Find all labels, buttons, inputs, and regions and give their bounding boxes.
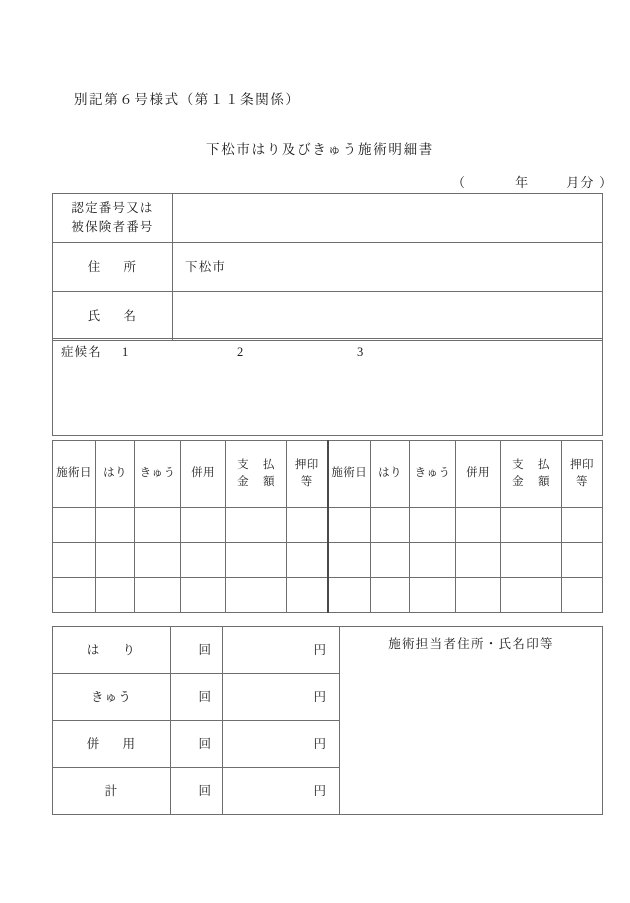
symptom-label: 症候名 (61, 345, 102, 359)
cell-seal-left[interactable] (287, 543, 328, 578)
summary-count-total[interactable]: 回 (171, 768, 223, 815)
col-header-date-left: 施術日 (53, 441, 96, 508)
period-close-paren: ） (599, 175, 614, 190)
symptom-item-3: 3 (357, 345, 364, 359)
cell-payment-left[interactable] (226, 508, 287, 543)
cell-payment-left[interactable] (226, 578, 287, 613)
table-row (53, 292, 603, 341)
cell-payment-left[interactable] (226, 543, 287, 578)
summary-count-combined[interactable]: 回 (171, 721, 223, 768)
summary-count-hari[interactable]: 回 (171, 627, 223, 674)
cell-combined-right[interactable] (456, 508, 501, 543)
cell-seal-right[interactable] (562, 578, 603, 613)
form-number: 別記第６号様式（第１１条関係） (74, 92, 301, 107)
summary-label-kyu: きゅう (53, 674, 171, 721)
cell-kyu-left[interactable] (135, 543, 181, 578)
cell-date-left[interactable] (53, 543, 96, 578)
practitioner-block[interactable] (340, 627, 603, 815)
field-address[interactable]: 下松市 (173, 243, 603, 292)
cell-kyu-right[interactable] (410, 508, 456, 543)
symptom-cell[interactable] (53, 339, 603, 436)
cell-kyu-right[interactable] (410, 578, 456, 613)
field-name[interactable] (173, 292, 603, 341)
practitioner-label: 施術担当者住所・氏名印等 (388, 637, 554, 651)
summary-label-hari: は り (53, 627, 171, 674)
cell-hari-right[interactable] (371, 508, 410, 543)
col-header-combined-right: 併用 (456, 441, 501, 508)
col-header-payment-right: 支 払 金 額 (501, 441, 562, 508)
identification-table (52, 193, 603, 341)
cell-kyu-left[interactable] (135, 508, 181, 543)
cell-seal-left[interactable] (287, 508, 328, 543)
summary-label-combined: 併 用 (53, 721, 171, 768)
cell-date-right[interactable] (328, 508, 371, 543)
col-header-hari-left: はり (96, 441, 135, 508)
cell-payment-right[interactable] (501, 543, 562, 578)
symptom-item-1: 1 (122, 345, 129, 359)
cell-kyu-right[interactable] (410, 543, 456, 578)
page-title: 下松市はり及びきゅう施術明細書 (206, 142, 434, 157)
period-month-unit: 月分 (566, 175, 595, 190)
col-header-seal-left: 押印 等 (287, 441, 328, 508)
summary-table (52, 626, 603, 815)
cell-date-right[interactable] (328, 578, 371, 613)
table-row (53, 627, 603, 674)
cell-combined-left[interactable] (181, 543, 226, 578)
cell-seal-right[interactable] (562, 508, 603, 543)
col-header-kyu-left: きゅう (135, 441, 181, 508)
cell-payment-right[interactable] (501, 508, 562, 543)
row-label-certificate-number: 認定番号又は 被保険者番号 (53, 194, 173, 243)
cell-combined-left[interactable] (181, 578, 226, 613)
summary-amount-hari[interactable]: 円 (223, 627, 340, 674)
summary-amount-combined[interactable]: 円 (223, 721, 340, 768)
table-row (53, 508, 603, 543)
cell-combined-left[interactable] (181, 508, 226, 543)
cell-seal-right[interactable] (562, 543, 603, 578)
cell-date-right[interactable] (328, 543, 371, 578)
table-row (53, 339, 603, 436)
cell-date-left[interactable] (53, 578, 96, 613)
period-line (452, 172, 613, 191)
col-header-kyu-right: きゅう (410, 441, 456, 508)
col-header-combined-left: 併用 (181, 441, 226, 508)
cell-hari-left[interactable] (96, 543, 135, 578)
col-header-date-right: 施術日 (328, 441, 371, 508)
summary-count-kyu[interactable]: 回 (171, 674, 223, 721)
period-year-unit: 年 (515, 175, 530, 190)
cell-seal-left[interactable] (287, 578, 328, 613)
cell-hari-right[interactable] (371, 543, 410, 578)
table-row (53, 578, 603, 613)
col-header-hari-right: はり (371, 441, 410, 508)
row-label-address: 住 所 (53, 243, 173, 292)
field-certificate-number[interactable] (173, 194, 603, 243)
period-open-paren: （ (452, 175, 467, 190)
cell-hari-right[interactable] (371, 578, 410, 613)
symptom-table (52, 338, 603, 436)
table-row (53, 243, 603, 292)
treatment-table (52, 440, 603, 613)
table-row (53, 543, 603, 578)
summary-label-total: 計 (53, 768, 171, 815)
summary-amount-kyu[interactable]: 円 (223, 674, 340, 721)
cell-hari-left[interactable] (96, 578, 135, 613)
cell-combined-right[interactable] (456, 543, 501, 578)
cell-payment-right[interactable] (501, 578, 562, 613)
symptom-item-2: 2 (237, 345, 244, 359)
cell-kyu-left[interactable] (135, 578, 181, 613)
summary-amount-total[interactable]: 円 (223, 768, 340, 815)
col-header-payment-left: 支 払 金 額 (226, 441, 287, 508)
table-row (53, 194, 603, 243)
cell-hari-left[interactable] (96, 508, 135, 543)
cell-combined-right[interactable] (456, 578, 501, 613)
table-header-row (53, 441, 603, 508)
row-label-name: 氏 名 (53, 292, 173, 341)
col-header-seal-right: 押印 等 (562, 441, 603, 508)
cell-date-left[interactable] (53, 508, 96, 543)
